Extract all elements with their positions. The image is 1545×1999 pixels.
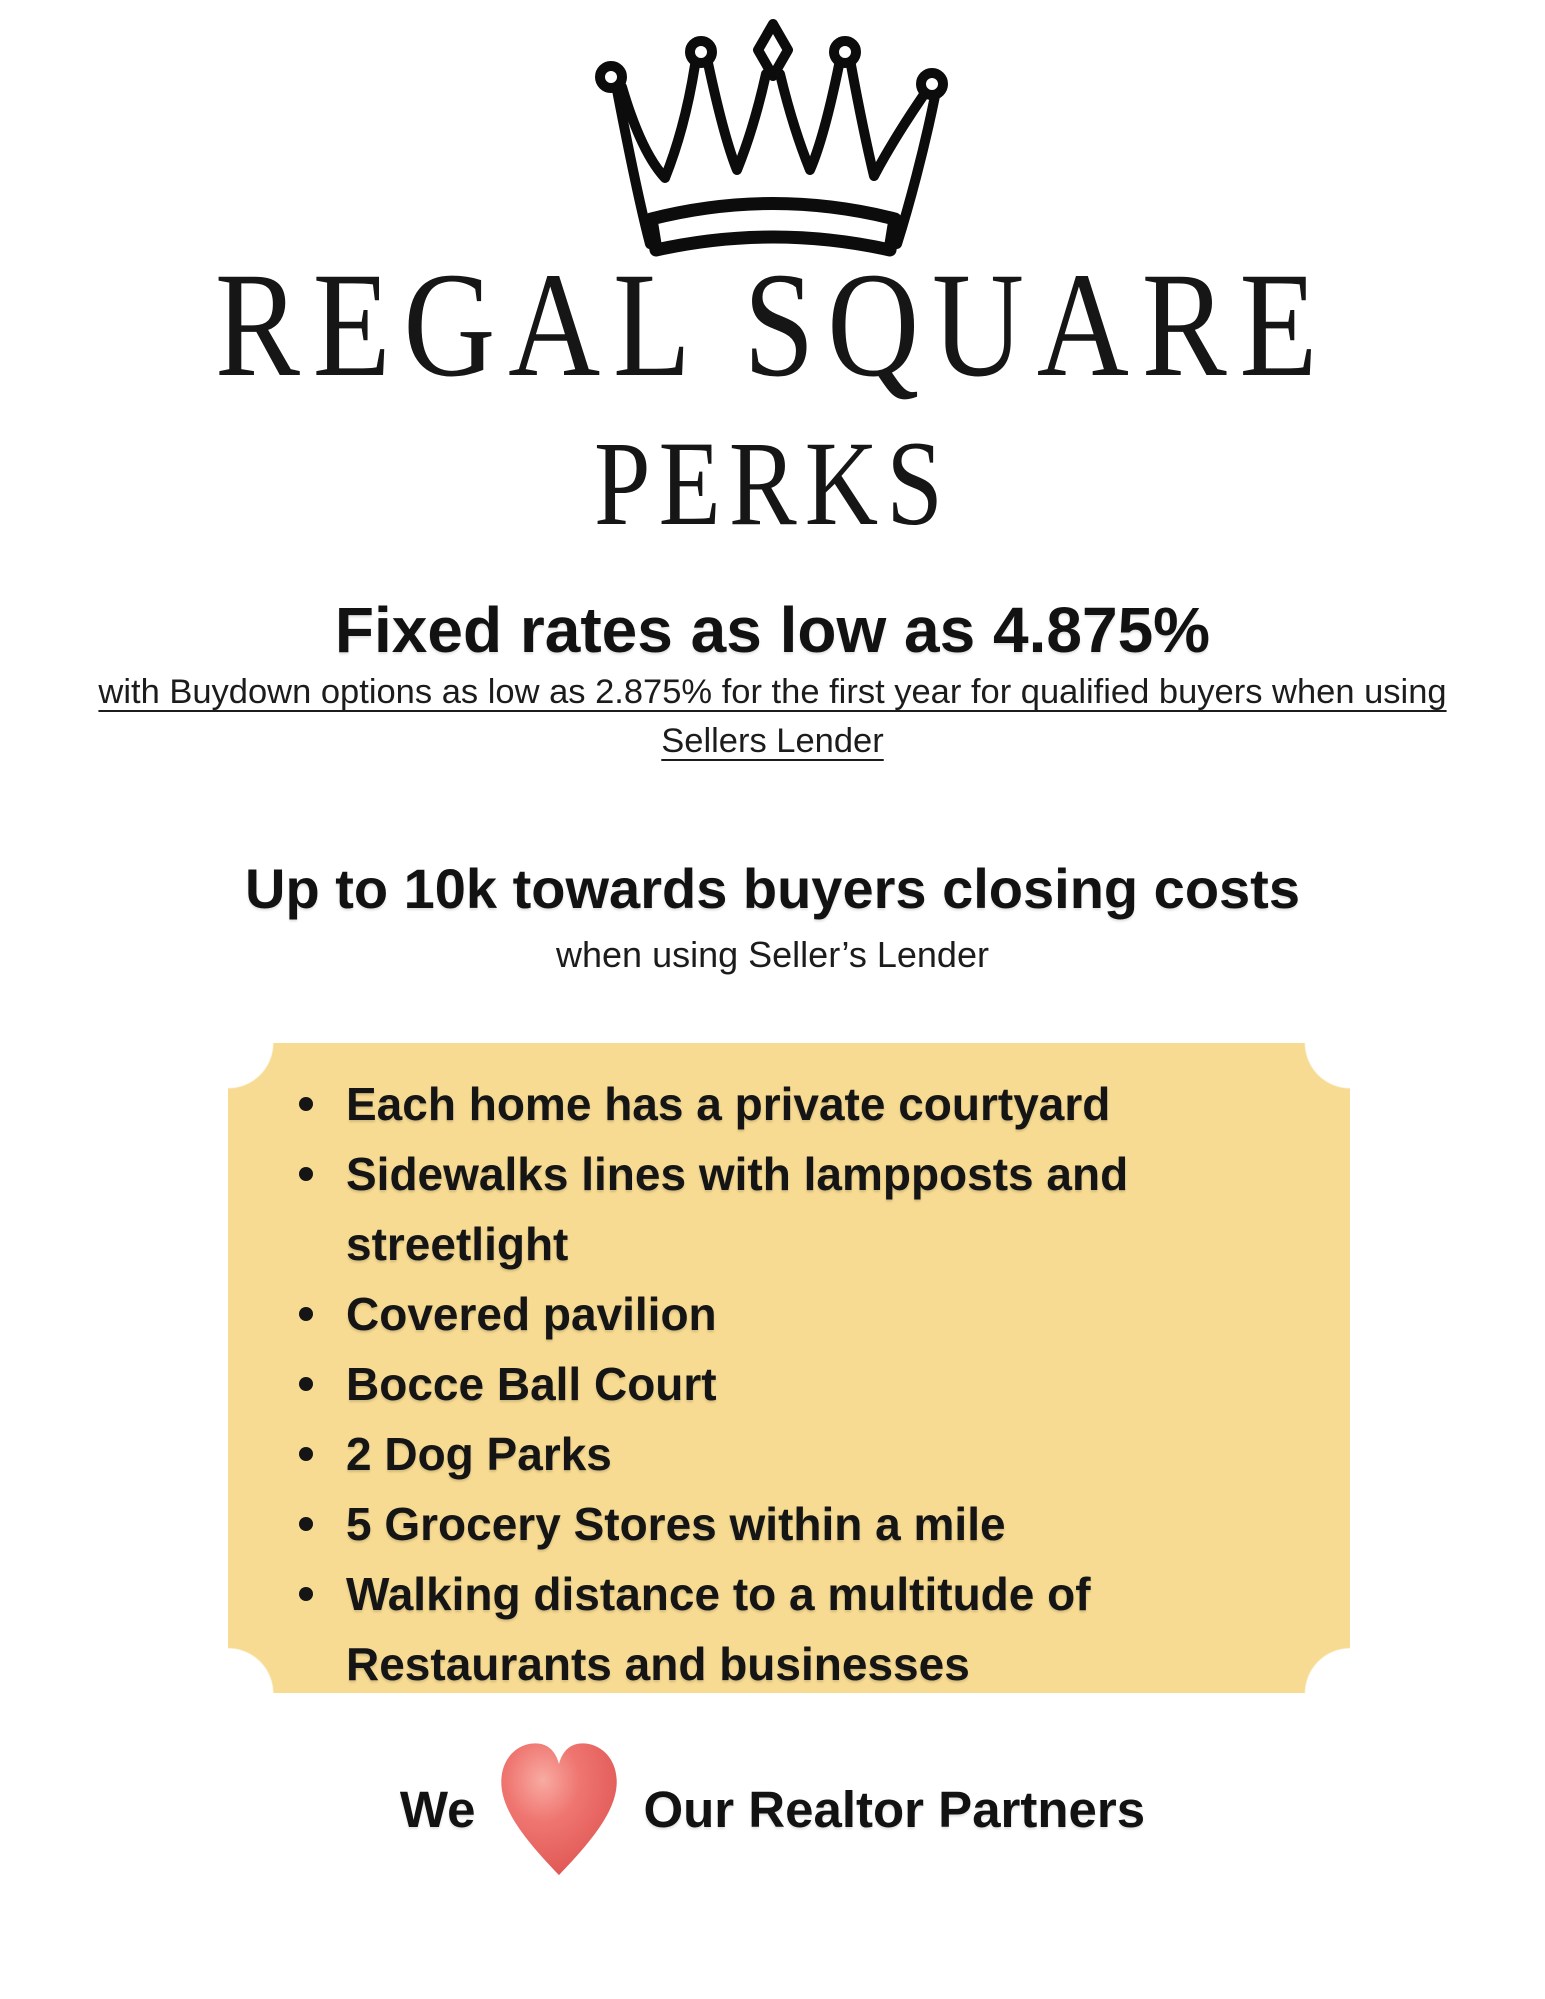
closing-costs-heading: Up to 10k towards buyers closing costs	[245, 857, 1300, 920]
footer-suffix: Our Realtor Partners	[643, 1781, 1146, 1838]
perks-list	[228, 1043, 1350, 1699]
list-item: Bocce Ball Court	[346, 1349, 1312, 1419]
perks-box	[228, 1043, 1350, 1693]
crown-icon	[573, 10, 973, 262]
rates-subtext-underlined: with Buydown options as low as 2.875% for the first year for qualified buyers when using Sellers Lender	[98, 673, 1447, 760]
brand-title: REGAL SQUARE	[214, 242, 1331, 408]
list-item: Sidewalks lines with lampposts and streetlight	[346, 1139, 1312, 1279]
brand-subtitle: PERKS	[594, 417, 951, 551]
footer-prefix: We	[399, 1781, 476, 1838]
list-item: 5 Grocery Stores within a mile	[346, 1489, 1312, 1559]
heart-icon	[485, 1726, 633, 1894]
list-item: Each home has a private courtyard	[346, 1069, 1312, 1139]
closing-costs-subtext: when using Seller’s Lender	[556, 934, 989, 975]
rates-subtext	[0, 668, 1545, 766]
list-item: 2 Dog Parks	[346, 1419, 1312, 1489]
realtor-partners-line	[0, 1722, 1545, 1897]
rates-heading: Fixed rates as low as 4.875%	[334, 594, 1211, 666]
list-item: Walking distance to a multitude of Restaurants and businesses	[346, 1559, 1312, 1699]
list-item: Covered pavilion	[346, 1279, 1312, 1349]
